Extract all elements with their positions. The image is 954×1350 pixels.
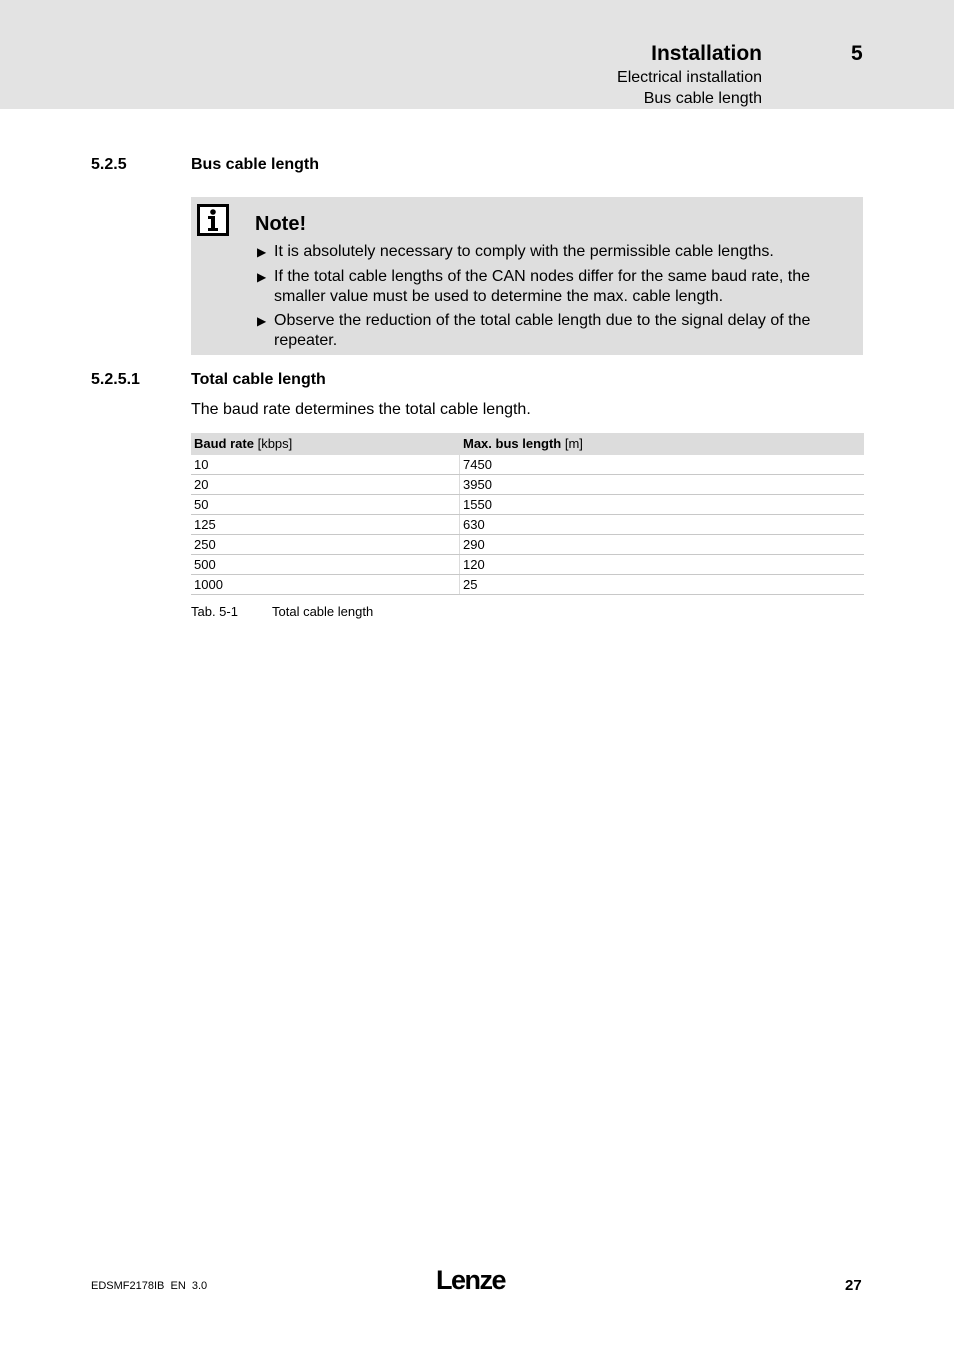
table-header-row bbox=[191, 433, 864, 455]
table-cell: 1550 bbox=[460, 495, 865, 515]
subsection-number: 5.2.5.1 bbox=[91, 371, 140, 388]
intro-text: The baud rate determines the total cable length. bbox=[191, 401, 531, 418]
subsection-title: Total cable length bbox=[191, 371, 326, 388]
table-cell: 120 bbox=[460, 555, 865, 575]
note-item-text: If the total cable lengths of the CAN nodes differ for the same baud rate, the smaller value must be used to determine the max. cable length. bbox=[274, 267, 811, 305]
bullet-arrow-icon: ▶ bbox=[257, 314, 267, 328]
table-row bbox=[191, 535, 864, 555]
note-item bbox=[257, 311, 861, 351]
table-row bbox=[191, 475, 864, 495]
page-number: 27 bbox=[845, 1277, 862, 1294]
table-caption-text: Total cable length bbox=[272, 604, 374, 619]
section-number: 5.2.5 bbox=[91, 156, 127, 173]
bullet-arrow-icon: ▶ bbox=[257, 269, 267, 284]
column-header-baud-rate: Baud rate [kbps] bbox=[191, 433, 460, 455]
svg-text:Lenze: Lenze bbox=[436, 1265, 506, 1294]
info-icon bbox=[197, 204, 229, 236]
chapter-number: 5 bbox=[851, 42, 863, 65]
note-list bbox=[257, 242, 861, 356]
note-item-text: Observe the reduction of the total cable length due to the signal delay of the repeater. bbox=[274, 312, 811, 349]
table-row bbox=[191, 455, 864, 475]
table-cell: 20 bbox=[191, 475, 460, 495]
table-row bbox=[191, 555, 864, 575]
lenze-logo bbox=[436, 1264, 516, 1294]
note-item bbox=[257, 267, 861, 307]
table-cell: 25 bbox=[460, 575, 865, 595]
table-row bbox=[191, 575, 864, 595]
table-cell: 290 bbox=[460, 535, 865, 555]
page-header bbox=[0, 0, 954, 109]
table-cell: 630 bbox=[460, 515, 865, 535]
table-cell: 125 bbox=[191, 515, 460, 535]
bullet-arrow-icon: ▶ bbox=[257, 245, 267, 259]
table-caption-number: Tab. 5-1 bbox=[191, 604, 238, 619]
table-cell: 3950 bbox=[460, 475, 865, 495]
note-box bbox=[191, 197, 863, 355]
section-title: Bus cable length bbox=[191, 156, 320, 173]
table-cell: 500 bbox=[191, 555, 460, 575]
column-header-max-bus-length: Max. bus length [m] bbox=[460, 433, 865, 455]
note-item-text: It is absolutely necessary to comply with the permissible cable lengths. bbox=[274, 243, 774, 260]
table-cell: 1000 bbox=[191, 575, 460, 595]
table-cell: 50 bbox=[191, 495, 460, 515]
table-cell: 7450 bbox=[460, 455, 865, 475]
table-cell: 250 bbox=[191, 535, 460, 555]
chapter-title: Installation bbox=[651, 42, 762, 65]
table-row bbox=[191, 495, 864, 515]
table-row bbox=[191, 515, 864, 535]
note-item bbox=[257, 242, 861, 262]
note-title: Note! bbox=[255, 213, 307, 235]
document-code: EDSMF2178IB EN 3.0 bbox=[91, 1280, 208, 1292]
header-subtitle-1: Electrical installation bbox=[617, 69, 762, 86]
header-subtitle-2: Bus cable length bbox=[643, 90, 762, 107]
cable-length-table bbox=[191, 433, 864, 595]
table-cell: 10 bbox=[191, 455, 460, 475]
